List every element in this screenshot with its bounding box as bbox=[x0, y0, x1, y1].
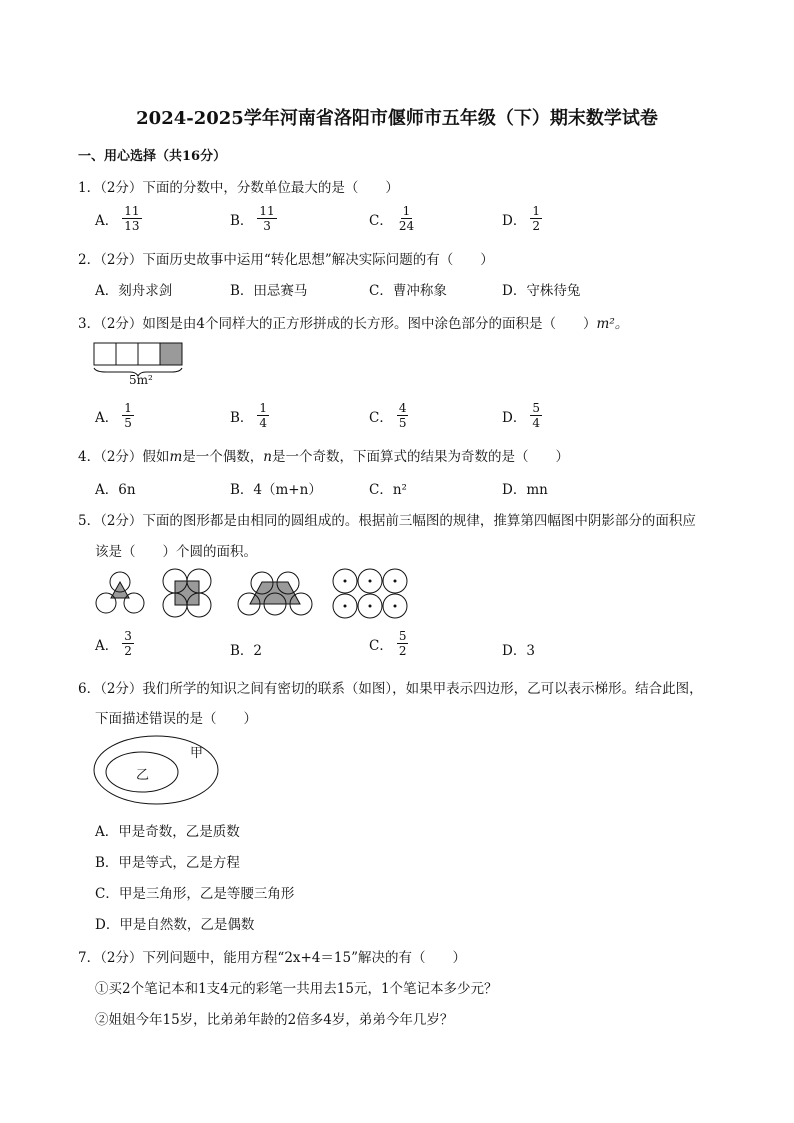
unit: m²。 bbox=[596, 316, 629, 332]
q7-item-1: ①买2个笔记本和1支4元的彩笔一共用去15元，1个笔记本多少元？ bbox=[95, 981, 498, 997]
page-title: 2024-2025学年河南省洛阳市偃师市五年级（下）期末数学试卷 bbox=[136, 108, 658, 129]
q6-option-b[interactable]: B．甲是等式，乙是方程 bbox=[95, 855, 240, 871]
question-7-text: 7．（2分）下列问题中，能用方程“2x+4＝15”解决的有（ ） bbox=[78, 950, 467, 966]
fraction: $\frac{3}{2}$ bbox=[124, 629, 132, 658]
q1-option-c[interactable] bbox=[369, 204, 416, 233]
fraction: $\frac{5}{2}$ bbox=[398, 629, 407, 658]
option-label: B． bbox=[230, 212, 254, 229]
fraction: $\frac{1}{4}$ bbox=[259, 401, 268, 430]
fraction: $\frac{11}{13}$ bbox=[124, 204, 140, 233]
fraction: $\frac{1}{2}$ bbox=[532, 204, 540, 233]
question-6-text-line1: 6．（2分）我们所学的知识之间有密切的联系（如图），如果甲表示四边形，乙可以表示梯形。结合此图， bbox=[78, 681, 703, 697]
inner-set-label: 乙 bbox=[136, 768, 150, 783]
q3-option-c[interactable]: C． $\frac{4}{5}$ bbox=[369, 401, 407, 430]
figure-area-label: 5m² bbox=[129, 373, 153, 387]
fraction: $\frac{11}{3}$ bbox=[259, 204, 275, 233]
question-6-text-line2: 下面描述错误的是（ ） bbox=[95, 711, 257, 727]
q3-option-d[interactable]: D． $\frac{5}{4}$ bbox=[502, 401, 540, 430]
q3-option-b[interactable]: B． $\frac{1}{4}$ bbox=[230, 401, 268, 430]
section-heading: 一、用心选择（共16分） bbox=[78, 149, 227, 164]
question-5-text-line1: 5．（2分）下面的图形都是由相同的圆组成的。根据前三幅图的规律，推算第四幅图中阴影部分的面积应 bbox=[78, 513, 696, 529]
circle-figure-4 bbox=[331, 568, 411, 620]
q1-option-b[interactable] bbox=[230, 204, 277, 233]
shaded-square bbox=[160, 343, 182, 365]
fraction: $\frac{5}{4}$ bbox=[532, 401, 540, 430]
q4-option-a[interactable]: A．6n bbox=[95, 482, 136, 498]
question-4-text: 4．（2分）假如m是一个偶数，n是一个奇数，下面算式的结果为奇数的是（ ） bbox=[78, 449, 569, 465]
q3-option-a[interactable]: A． $\frac{1}{5}$ bbox=[95, 401, 132, 430]
option-label: C． bbox=[369, 212, 393, 229]
fraction: $\frac{1}{24}$ bbox=[398, 204, 415, 233]
q2-option-b[interactable]: B．田忌赛马 bbox=[230, 283, 308, 299]
q1-option-d[interactable] bbox=[502, 204, 542, 233]
fraction: $\frac{4}{5}$ bbox=[398, 401, 407, 430]
question-1-text: 1．（2分）下面的分数中，分数单位最大的是（ ） bbox=[78, 180, 399, 196]
q2-option-d[interactable]: D．守株待兔 bbox=[502, 283, 581, 299]
q6-option-c[interactable]: C．甲是三角形，乙是等腰三角形 bbox=[95, 886, 295, 902]
q7-item-2: ②姐姐今年15岁，比弟弟年龄的2倍多4岁，弟弟今年几岁？ bbox=[95, 1012, 454, 1028]
circle-figure-3 bbox=[236, 570, 314, 618]
question-3-text: 3．（2分）如图是由4个同样大的正方形拼成的长方形。图中涂色部分的面积是（ ）m²。 bbox=[78, 316, 629, 332]
question-2-text: 2．（2分）下面历史故事中运用“转化思想”解决实际问题的有（ ） bbox=[78, 252, 494, 268]
circle-figure-1 bbox=[92, 570, 148, 616]
fraction: $\frac{1}{5}$ bbox=[124, 401, 132, 430]
outer-set-label: 甲 bbox=[190, 746, 204, 761]
q2-option-c[interactable]: C．曹冲称象 bbox=[369, 283, 447, 299]
q5-option-c[interactable]: C． $\frac{5}{2}$ bbox=[369, 629, 407, 658]
q1-option-a[interactable] bbox=[95, 204, 142, 233]
q2-option-a[interactable]: A．刻舟求剑 bbox=[95, 283, 173, 299]
option-label: A． bbox=[95, 212, 119, 229]
q6-option-d[interactable]: D．甲是自然数，乙是偶数 bbox=[95, 917, 255, 933]
q4-option-c[interactable]: C．n² bbox=[369, 482, 407, 498]
q5-option-a[interactable]: A． $\frac{3}{2}$ bbox=[95, 629, 132, 658]
q4-option-d[interactable]: D．mn bbox=[502, 482, 548, 498]
question-5-text-line2: 该是（ ）个圆的面积。 bbox=[95, 544, 257, 560]
q5-option-b[interactable]: B．2 bbox=[230, 643, 263, 659]
q4-option-b[interactable]: B．4（m+n） bbox=[230, 482, 322, 498]
option-label: D． bbox=[502, 212, 527, 229]
q6-option-a[interactable]: A．甲是奇数，乙是质数 bbox=[95, 824, 240, 840]
circle-figure-2 bbox=[162, 568, 212, 618]
q5-option-d[interactable]: D．3 bbox=[502, 643, 535, 659]
